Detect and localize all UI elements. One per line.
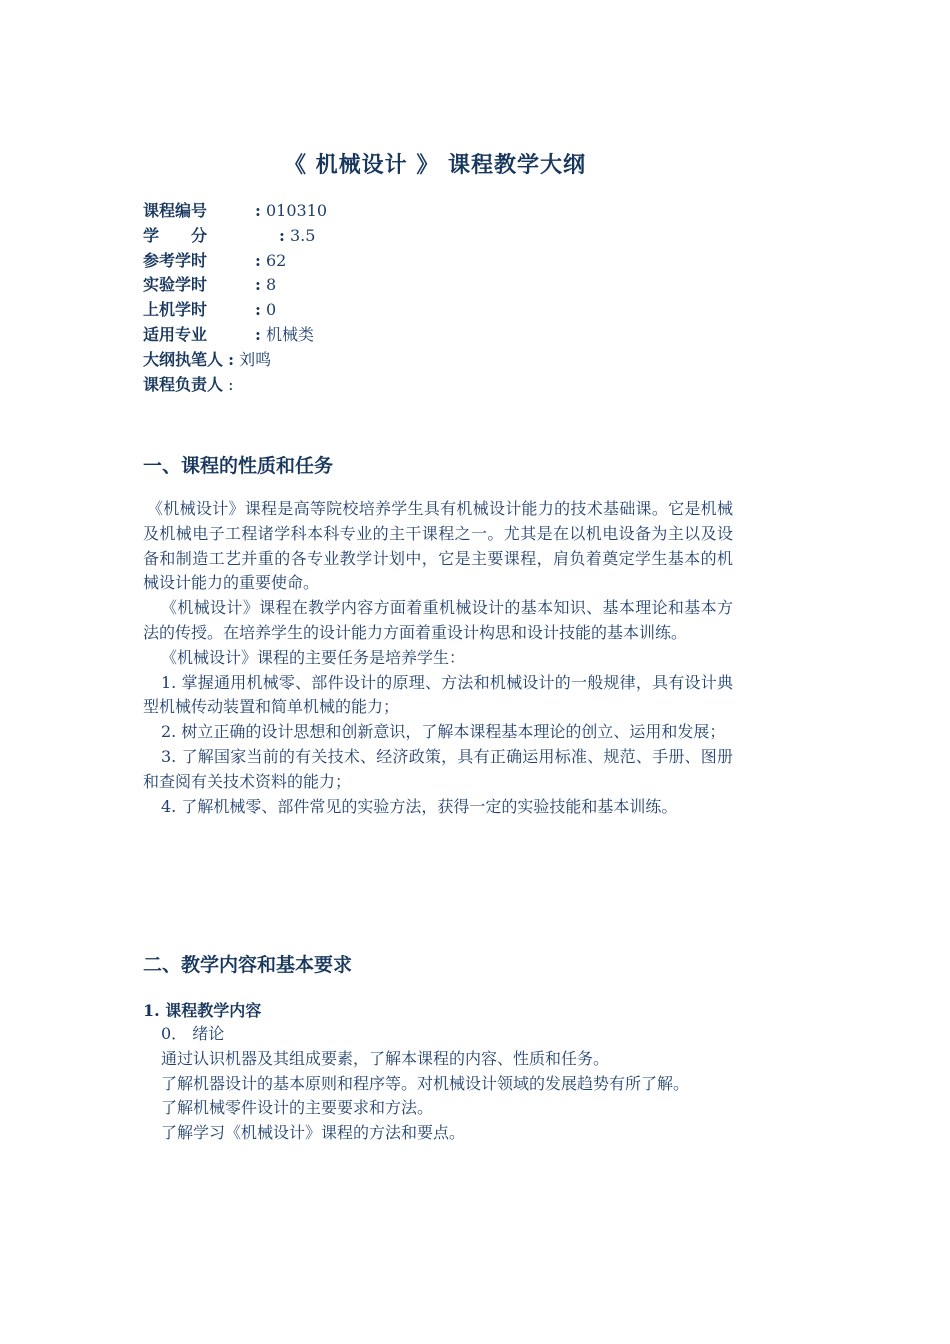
list-item: 4. 了解机械零、部件常见的实验方法，获得一定的实验技能和基本训练。 [161,796,678,816]
info-value: 62 [266,250,287,270]
info-value: 0 [266,300,277,320]
list-item: 1. 掌握通用机械零、部件设计的原理、方法和机械设计的一般规律，具有设计典型机械传动装置和简单机械的能力； [143,672,733,717]
info-row-course-lead [143,373,327,398]
info-row-lab-hours [143,273,327,298]
info-separator: : [255,250,261,270]
info-value: 刘鸣 [239,349,272,369]
info-value: 8 [266,275,277,295]
info-separator: : [228,349,235,369]
list-item: 2. 树立正确的设计思想和创新意识，了解本课程基本理论的创立、运用和发展； [161,722,726,742]
info-separator: : [255,300,261,320]
info-label: 适用专业 [143,324,208,344]
list-item: 3. 了解国家当前的有关技术、经济政策，具有正确运用标准、规范、手册、图册和查阅有关技术资料的能力； [143,746,733,791]
info-label: 大纲执笔人 [143,349,224,369]
info-value: 机械类 [266,324,315,344]
paragraph: 《机械设计》课程的主要任务是培养学生： [161,647,466,667]
info-separator: : [255,201,261,220]
info-separator: : [255,324,261,344]
info-label: 实验学时 [143,275,208,295]
info-row-author [143,348,327,373]
info-label: 参考学时 [143,250,208,270]
paragraph: 通过认识机器及其组成要素，了解本课程的内容、性质和任务。 [161,1048,610,1068]
info-row-computer-hours [143,298,327,323]
info-label: 学 分 [143,225,208,245]
info-separator: : [255,275,261,295]
section-body-content [143,1022,733,1146]
section-heading-nature: 一、课程的性质和任务 [143,455,334,477]
info-value: 3.5 [290,225,316,245]
info-label: 课程负责人 [143,374,224,394]
info-row-reference-hours [143,249,327,274]
paragraph: 了解学习《机械设计》课程的方法和要点。 [161,1123,466,1143]
info-label: 上机学时 [143,300,208,320]
info-row-credits [143,224,327,249]
paragraph: 了解机器设计的基本原则和程序等。对机械设计领域的发展趋势有所了解。 [161,1073,690,1093]
paragraph: 了解机械零件设计的主要要求和方法。 [161,1098,434,1118]
info-separator: : [279,225,285,245]
section-heading-content: 二、教学内容和基本要求 [143,954,353,976]
paragraph: 《机械设计》课程是高等院校培养学生具有机械设计能力的技术基础课。它是机械及机械电子工程诸学科本科专业的主干课程之一。尤其是在以机电设备为主以及设备和制造工艺并重的各专业教学计划中，它是主要课程，肩负着奠定学生基本的机械设计能力的重要使命。 [143,499,733,593]
course-info-list [143,199,327,397]
info-row-course-code [143,199,327,224]
info-row-major [143,323,327,348]
document-title: 《 机械设计 》 课程教学大纲 [284,152,586,178]
subsection-heading: 1. 课程教学内容 [143,1001,262,1020]
info-separator: : [228,374,234,394]
paragraph: 0． 绪论 [161,1024,225,1043]
info-value: 010310 [266,201,328,220]
info-label: 课程编号 [143,201,208,220]
section-body-nature [143,497,733,819]
paragraph: 《机械设计》课程在教学内容方面着重机械设计的基本知识、基本理论和基本方法的传授。在培养学生的设计能力方面着重设计构思和设计技能的基本训练。 [143,598,733,642]
